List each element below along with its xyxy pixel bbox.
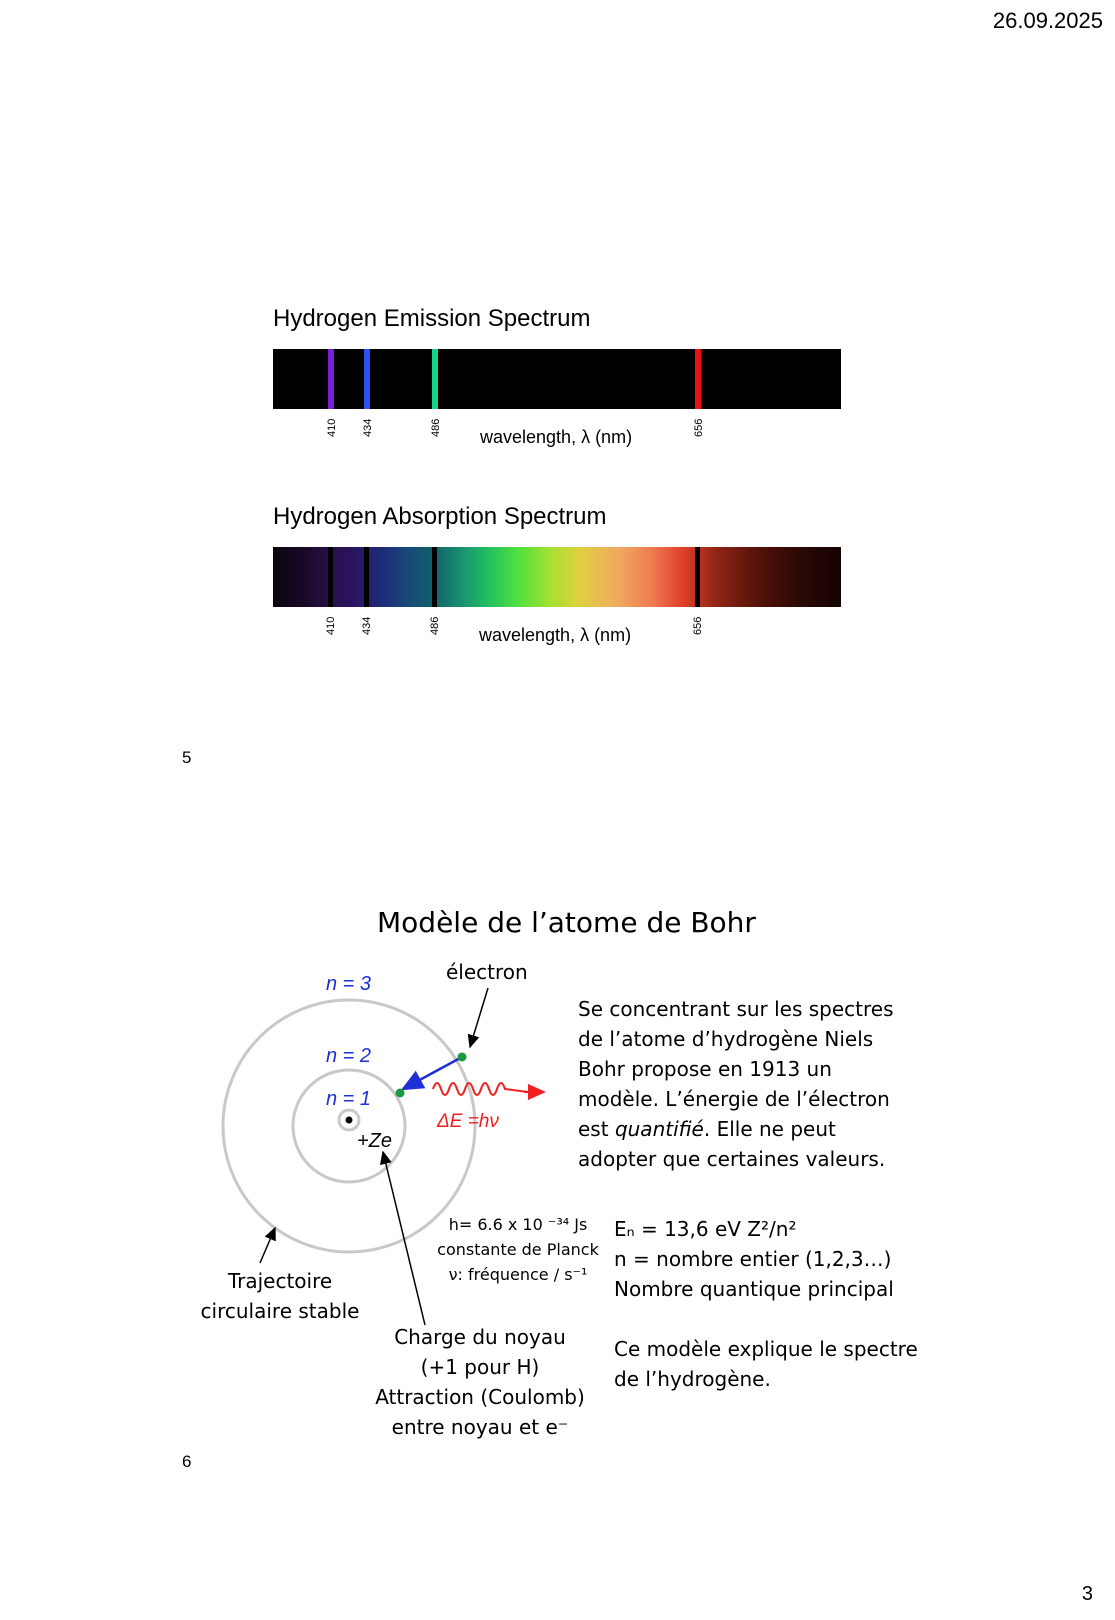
emission-tick-656: 656 [693,418,705,437]
electron-n3 [458,1053,467,1062]
label-photon-energy: ΔE =hν [437,1111,499,1132]
page-number: 3 [1081,1583,1093,1605]
electron-n2 [396,1089,405,1098]
emission-tick-410: 410 [326,418,338,437]
electron-label: électron [446,960,528,984]
orbit-pointer [260,1228,275,1263]
photon-wave [433,1083,528,1095]
label-n2: n = 2 [326,1045,372,1067]
electron-pointer [470,988,488,1047]
orbit-n2 [293,1070,405,1182]
emission-title: Hydrogen Emission Spectrum [273,305,591,332]
nucleus-pointer [383,1152,425,1325]
quantified-emphasis: quantifié [614,1117,704,1141]
formula-line: Eₙ = 13,6 eV Z²/n² [614,1217,797,1241]
description-line: Bohr propose en 1913 un [578,1057,832,1081]
absorption-tick-434: 434 [361,616,373,635]
conclusion-line: de l’hydrogène. [614,1367,771,1391]
emission-tick-486: 486 [430,418,442,437]
planck-value: h= 6.6 x 10 ⁻³⁴ Js [448,1215,588,1234]
absorption-tick-486: 486 [429,616,441,635]
absorption-tick-656: 656 [692,616,704,635]
conclusion-line: Ce modèle explique le spectre [614,1337,918,1361]
frequency-note: ν: fréquence / s⁻¹ [448,1265,588,1284]
slide-number-5: 5 [182,748,192,767]
description-line: est quantifié. Elle ne peut [578,1117,836,1141]
formula-line: n = nombre entier (1,2,3…) [614,1247,892,1271]
formula-line: Nombre quantique principal [614,1277,894,1301]
slide-number-6: 6 [182,1452,192,1471]
label-nucleus-charge: +Ze [357,1130,393,1152]
planck-name: constante de Planck [437,1240,599,1259]
description-line: modèle. L’énergie de l’électron [578,1087,890,1111]
description-line: Se concentrant sur les spectres [578,997,894,1021]
description-line: de l’atome d’hydrogène Niels [578,1027,874,1051]
emission-xlabel: wavelength, λ (nm) [480,427,633,447]
absorption-xlabel: wavelength, λ (nm) [479,625,632,645]
orbit-label: Trajectoire circulaire stable [200,1269,360,1323]
label-n1: n = 1 [326,1088,372,1110]
bohr-title: Modèle de l’atome de Bohr [377,906,756,939]
absorption-title: Hydrogen Absorption Spectrum [273,503,607,530]
planck-note [428,1212,608,1287]
nucleus-label: Charge du noyau (+1 pour H) Attraction (Coulomb) entre noyau et e⁻ [375,1325,585,1439]
absorption-tick-410: 410 [325,616,337,635]
emission-tick-434: 434 [362,418,374,437]
label-n3: n = 3 [326,973,372,995]
date: 26.09.2025 [992,8,1103,33]
energy-formula [614,1214,918,1394]
transition-arrow [403,1057,462,1089]
bohr-description [578,994,894,1174]
description-line: adopter que certaines valeurs. [578,1147,886,1171]
